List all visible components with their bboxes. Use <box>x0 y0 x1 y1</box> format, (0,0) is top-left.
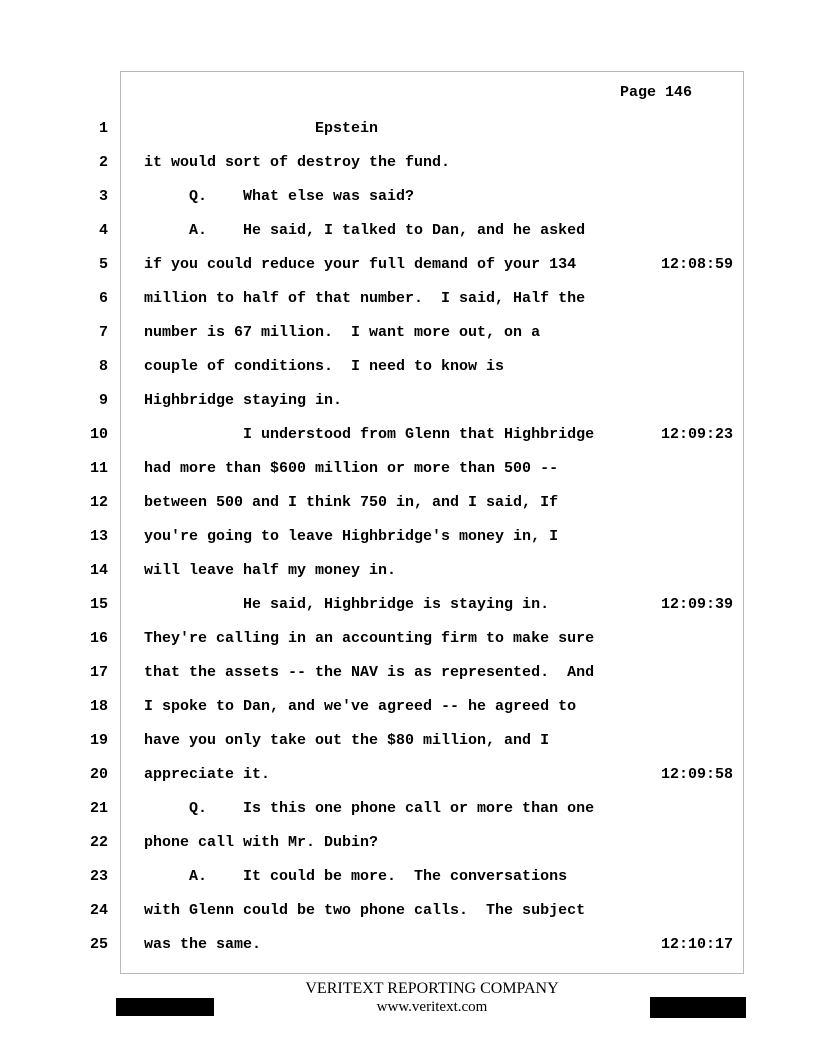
transcript-line <box>0 120 816 154</box>
line-text: phone call with Mr. Dubin? <box>144 834 379 851</box>
line-text: They're calling in an accounting firm to make sure <box>144 630 595 647</box>
transcript-line <box>0 698 816 732</box>
redaction-bar-left <box>116 998 214 1016</box>
transcript-line <box>0 358 816 392</box>
line-text: Q. Is this one phone call or more than one <box>144 800 595 817</box>
transcript-line <box>0 936 816 970</box>
line-number: 2 <box>98 154 108 171</box>
line-timestamp: 12:10:17 <box>661 936 734 953</box>
line-text: it would sort of destroy the fund. <box>144 154 451 171</box>
transcript-line <box>0 732 816 766</box>
line-number: 21 <box>89 800 108 817</box>
line-number: 7 <box>98 324 108 341</box>
redaction-bar-right <box>650 997 746 1018</box>
transcript-line <box>0 256 816 290</box>
page-number-header: Page 146 <box>620 84 693 101</box>
line-number: 20 <box>89 766 108 783</box>
line-number: 22 <box>89 834 108 851</box>
line-text: have you only take out the $80 million, and I <box>144 732 550 749</box>
transcript-line <box>0 766 816 800</box>
line-number: 8 <box>98 358 108 375</box>
line-number: 3 <box>98 188 108 205</box>
line-number: 9 <box>98 392 108 409</box>
line-number: 25 <box>89 936 108 953</box>
line-text: I spoke to Dan, and we've agreed -- he agreed to <box>144 698 577 715</box>
line-text: between 500 and I think 750 in, and I said, If <box>144 494 559 511</box>
transcript-line <box>0 426 816 460</box>
transcript-line <box>0 596 816 630</box>
line-text: will leave half my money in. <box>144 562 397 579</box>
transcript-line <box>0 664 816 698</box>
line-text: Epstein <box>144 120 379 137</box>
line-text: He said, Highbridge is staying in. <box>144 596 550 613</box>
transcript-line <box>0 902 816 936</box>
line-number: 4 <box>98 222 108 239</box>
line-timestamp: 12:09:23 <box>661 426 734 443</box>
transcript-line <box>0 868 816 902</box>
transcript-line <box>0 222 816 256</box>
line-number: 12 <box>89 494 108 511</box>
line-text: A. He said, I talked to Dan, and he asked <box>144 222 586 239</box>
line-number: 6 <box>98 290 108 307</box>
line-text: appreciate it. <box>144 766 271 783</box>
line-number: 5 <box>98 256 108 273</box>
line-text: if you could reduce your full demand of your 134 <box>144 256 577 273</box>
line-number: 17 <box>89 664 108 681</box>
line-text: Q. What else was said? <box>144 188 415 205</box>
line-number: 11 <box>89 460 108 477</box>
line-text: that the assets -- the NAV is as represented. And <box>144 664 595 681</box>
line-number: 24 <box>89 902 108 919</box>
line-number: 13 <box>89 528 108 545</box>
line-text: was the same. <box>144 936 262 953</box>
transcript-line <box>0 630 816 664</box>
transcript-line <box>0 290 816 324</box>
line-timestamp: 12:08:59 <box>661 256 734 273</box>
transcript-line <box>0 188 816 222</box>
transcript-line <box>0 324 816 358</box>
line-number: 18 <box>89 698 108 715</box>
line-text: with Glenn could be two phone calls. The subject <box>144 902 586 919</box>
line-number: 10 <box>89 426 108 443</box>
transcript-line <box>0 562 816 596</box>
line-text: couple of conditions. I need to know is <box>144 358 505 375</box>
line-text: I understood from Glenn that Highbridge <box>144 426 595 443</box>
line-text: you're going to leave Highbridge's money in, I <box>144 528 559 545</box>
line-number: 15 <box>89 596 108 613</box>
line-timestamp: 12:09:39 <box>661 596 734 613</box>
transcript-line <box>0 392 816 426</box>
line-text: Highbridge staying in. <box>144 392 343 409</box>
line-text: number is 67 million. I want more out, on a <box>144 324 541 341</box>
line-text: million to half of that number. I said, Half the <box>144 290 586 307</box>
line-number: 16 <box>89 630 108 647</box>
line-number: 19 <box>89 732 108 749</box>
transcript-line <box>0 154 816 188</box>
line-number: 23 <box>89 868 108 885</box>
transcript-line <box>0 528 816 562</box>
line-number: 14 <box>89 562 108 579</box>
line-number: 1 <box>98 120 108 137</box>
footer-website: www.veritext.com <box>376 999 488 1015</box>
line-timestamp: 12:09:58 <box>661 766 734 783</box>
footer-company-name: VERITEXT REPORTING COMPANY <box>305 980 559 997</box>
transcript-line <box>0 800 816 834</box>
line-text: A. It could be more. The conversations <box>144 868 568 885</box>
line-text: had more than $600 million or more than 500 -- <box>144 460 559 477</box>
transcript-line <box>0 494 816 528</box>
transcript-line <box>0 834 816 868</box>
transcript-line <box>0 460 816 494</box>
